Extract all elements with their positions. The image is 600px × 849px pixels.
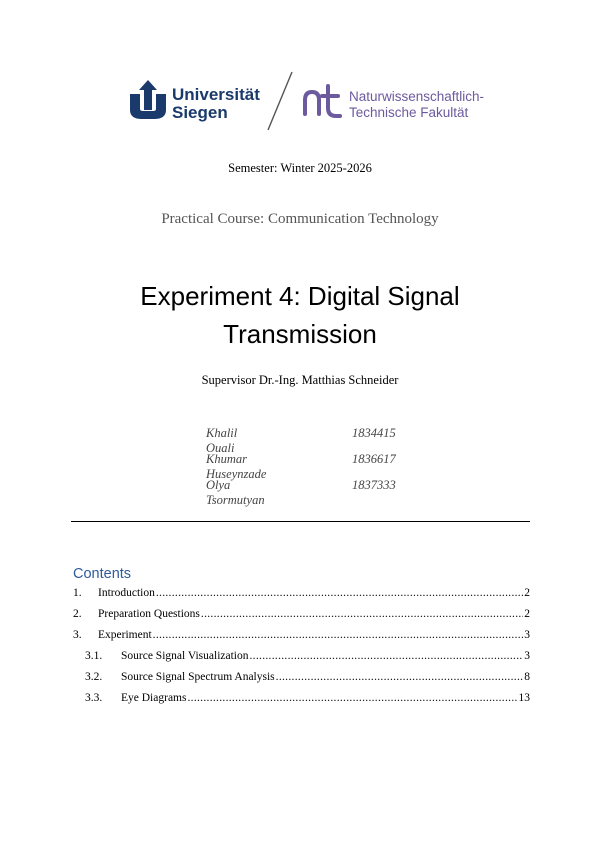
toc-leader-dots bbox=[276, 671, 524, 683]
toc-leader-dots bbox=[201, 608, 523, 620]
toc-leader-dots bbox=[250, 650, 524, 662]
author-id: 1834415 bbox=[352, 426, 396, 440]
toc-entry-number: 1. bbox=[73, 587, 82, 599]
toc-entry-source-signal-spectrum-analysis[interactable] bbox=[73, 669, 530, 690]
toc-entry-page: 2 bbox=[524, 608, 530, 620]
title-line-2: Transmission bbox=[223, 319, 377, 349]
faculty-name-line-2: Technische Fakultät bbox=[349, 105, 469, 120]
toc-entry-number: 2. bbox=[73, 608, 82, 620]
course-name: Practical Course: Communication Technology bbox=[161, 211, 439, 227]
toc-entry-label: Experiment bbox=[98, 629, 152, 641]
university-name-line-2: Siegen bbox=[172, 103, 228, 122]
toc-entry-page: 3 bbox=[524, 650, 530, 662]
toc-entry-label: Preparation Questions bbox=[98, 608, 200, 620]
university-name bbox=[172, 86, 260, 122]
faculty-logo-icon bbox=[302, 84, 344, 120]
contents-heading: Contents bbox=[73, 566, 132, 582]
author-id: 1837333 bbox=[352, 478, 396, 492]
toc-entry-source-signal-visualization[interactable] bbox=[73, 648, 530, 669]
logo-divider bbox=[262, 70, 296, 132]
toc-entry-label: Source Signal Spectrum Analysis bbox=[121, 671, 275, 683]
author-id: 1836617 bbox=[352, 452, 396, 466]
toc-leader-dots bbox=[187, 692, 517, 704]
toc-entry-preparation-questions[interactable] bbox=[73, 606, 530, 627]
toc-entry-eye-diagrams[interactable] bbox=[73, 690, 530, 711]
toc-entry-page: 2 bbox=[524, 587, 530, 599]
toc-leader-dots bbox=[156, 587, 523, 599]
semester: Semester: Winter 2025-2026 bbox=[228, 161, 372, 175]
toc-entry-number: 3. bbox=[73, 629, 82, 641]
title-line-1: Experiment 4: Digital Signal bbox=[140, 281, 460, 311]
toc-entry-label: Eye Diagrams bbox=[121, 692, 187, 704]
toc-entry-number: 3.2. bbox=[85, 671, 103, 683]
toc-entry-experiment[interactable] bbox=[73, 627, 530, 648]
supervisor: Supervisor Dr.-Ing. Matthias Schneider bbox=[201, 373, 399, 387]
toc-entry-page: 13 bbox=[518, 692, 530, 704]
toc-entry-number: 3.1. bbox=[85, 650, 103, 662]
toc-entry-introduction[interactable] bbox=[73, 585, 530, 606]
table-of-contents bbox=[73, 585, 530, 711]
toc-leader-dots bbox=[153, 629, 524, 641]
author-name: Khalil Ouali bbox=[206, 426, 238, 455]
toc-entry-page: 8 bbox=[524, 671, 530, 683]
author-name: Khumar Huseynzade bbox=[206, 452, 267, 481]
faculty-name-line-1: Naturwissenschaftlich- bbox=[349, 89, 485, 104]
faculty-name bbox=[349, 89, 484, 121]
horizontal-rule bbox=[71, 521, 530, 522]
toc-entry-page: 3 bbox=[524, 629, 530, 641]
university-logo-icon bbox=[128, 80, 168, 120]
university-name-line-1: Universität bbox=[172, 85, 260, 104]
toc-entry-label: Introduction bbox=[98, 587, 155, 599]
author-name: Olya Tsormutyan bbox=[206, 478, 265, 507]
toc-entry-label: Source Signal Visualization bbox=[121, 650, 249, 662]
toc-entry-number: 3.3. bbox=[85, 692, 103, 704]
document-title bbox=[60, 277, 540, 353]
